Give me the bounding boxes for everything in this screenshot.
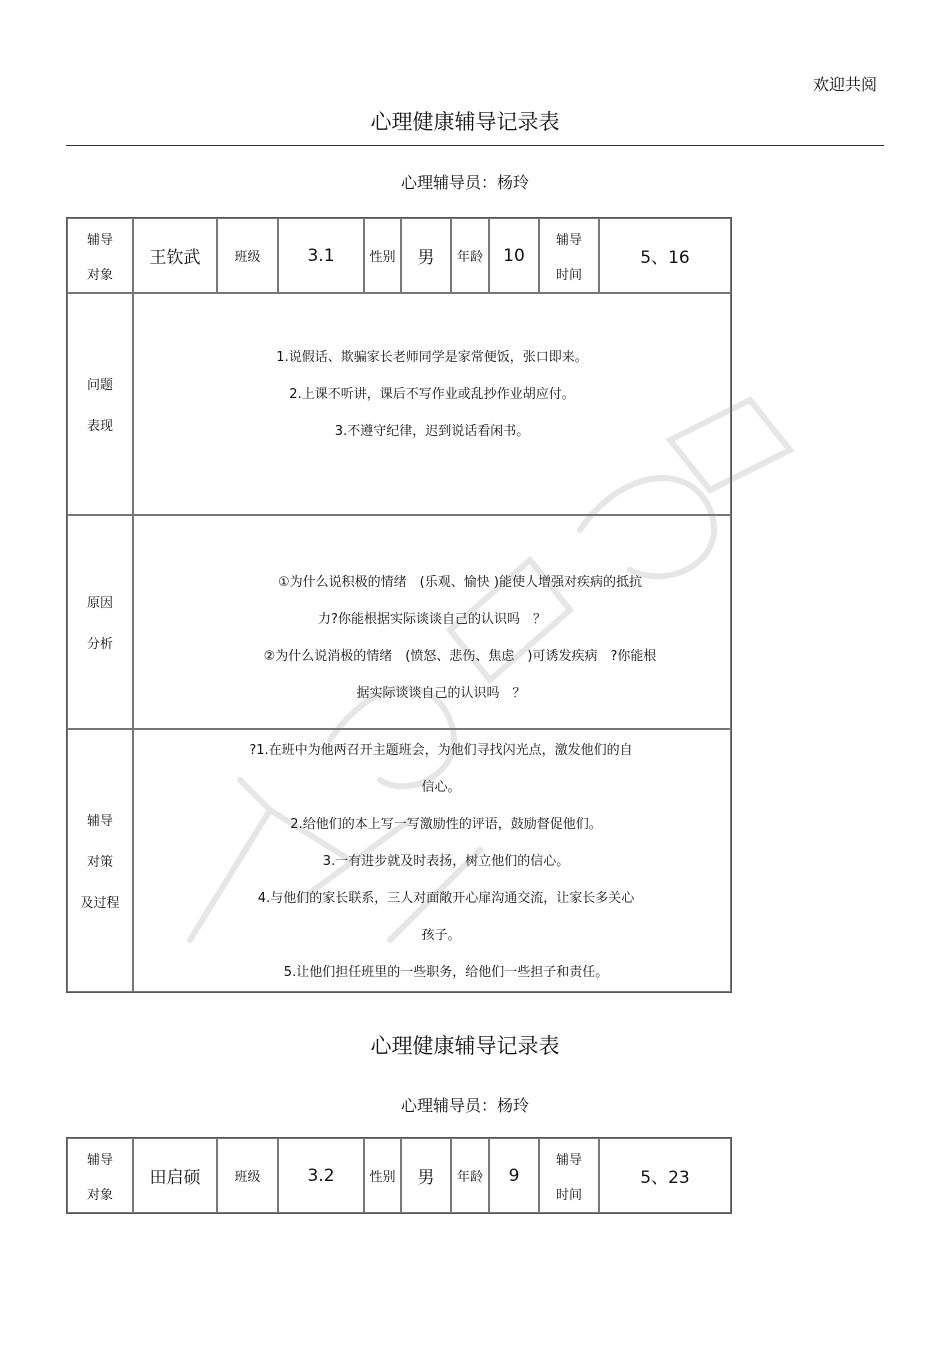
target-label: 辅导 对象 xyxy=(67,1138,133,1213)
plan-content xyxy=(133,729,731,992)
student-name: 田启硕 xyxy=(133,1138,217,1213)
record-1-table xyxy=(66,217,732,993)
plan-line: ?1.在班中为他两召开主题班会，为他们寻找闪光点，激发他们的自 xyxy=(249,743,633,758)
title-divider xyxy=(66,145,884,146)
plan-line: 孩子。 xyxy=(421,928,461,943)
cause-content xyxy=(133,515,731,729)
cause-row xyxy=(67,515,731,729)
plan-line: 3.一有进步就及时表扬，树立他们的信心。 xyxy=(322,854,570,869)
plan-line: 信心。 xyxy=(421,780,461,795)
header-note: 欢迎共阅 xyxy=(812,75,877,94)
time-label: 辅导 时间 xyxy=(539,218,599,293)
record-1-title: 心理健康辅导记录表 xyxy=(370,110,560,134)
age-label: 年龄 xyxy=(451,1138,489,1213)
problem-line: 1.说假话、欺骗家长老师同学是家常便饭，张口即来。 xyxy=(276,349,588,365)
time-label: 辅导 时间 xyxy=(539,1138,599,1213)
gender-label: 性别 xyxy=(364,218,401,293)
problem-content xyxy=(133,293,731,515)
plan-line: 5.让他们担任班里的一些职务，给他们一些担子和责任。 xyxy=(283,965,609,980)
plan-line: 4.与他们的家长联系，三人对面敞开心扉沟通交流，让家长多关心 xyxy=(257,891,635,906)
record-2-table xyxy=(66,1137,732,1214)
record-2-counselor: 心理辅导员：杨玲 xyxy=(400,1096,529,1115)
cause-line: ②为什么说消极的情绪 (愤怒、悲伤、焦虑 )可诱发疾病 ?你能根 xyxy=(263,649,657,664)
age-value: 10 xyxy=(489,218,539,293)
cause-label: 原因 分析 xyxy=(67,515,133,729)
class-value: 3.1 xyxy=(278,218,364,293)
class-label: 班级 xyxy=(217,218,278,293)
time-value: 5、23 xyxy=(599,1138,731,1213)
class-value: 3.2 xyxy=(278,1138,364,1213)
student-name: 王钦武 xyxy=(133,218,217,293)
plan-label: 辅导 对策 及过程 xyxy=(67,729,133,992)
plan-row xyxy=(67,729,731,992)
problem-line: 3.不遵守纪律，迟到说话看闲书。 xyxy=(334,423,530,439)
info-row xyxy=(67,1138,731,1213)
target-label: 辅导 对象 xyxy=(67,218,133,293)
problem-label: 问题 表现 xyxy=(67,293,133,515)
age-label: 年龄 xyxy=(451,218,489,293)
info-row xyxy=(67,218,731,293)
gender-label: 性别 xyxy=(364,1138,401,1213)
problem-row xyxy=(67,293,731,515)
record-1-counselor: 心理辅导员：杨玲 xyxy=(400,173,529,192)
problem-line: 2.上课不听讲，课后不写作业或乱抄作业胡应付。 xyxy=(289,386,575,402)
cause-line: 力?你能根据实际谈谈自己的认识吗 ？ xyxy=(318,612,546,627)
class-label: 班级 xyxy=(217,1138,278,1213)
record-2-title: 心理健康辅导记录表 xyxy=(370,1034,560,1058)
plan-line: 2.给他们的本上写一写激励性的评语，鼓励督促他们。 xyxy=(290,817,602,832)
cause-line: 据实际谈谈自己的认识吗 ？ xyxy=(356,686,526,701)
gender-value: 男 xyxy=(401,1138,451,1213)
gender-value: 男 xyxy=(401,218,451,293)
time-value: 5、16 xyxy=(599,218,731,293)
age-value: 9 xyxy=(489,1138,539,1213)
cause-line: ①为什么说积极的情绪 (乐观、愉快 )能使人增强对疾病的抵抗 xyxy=(278,575,642,590)
